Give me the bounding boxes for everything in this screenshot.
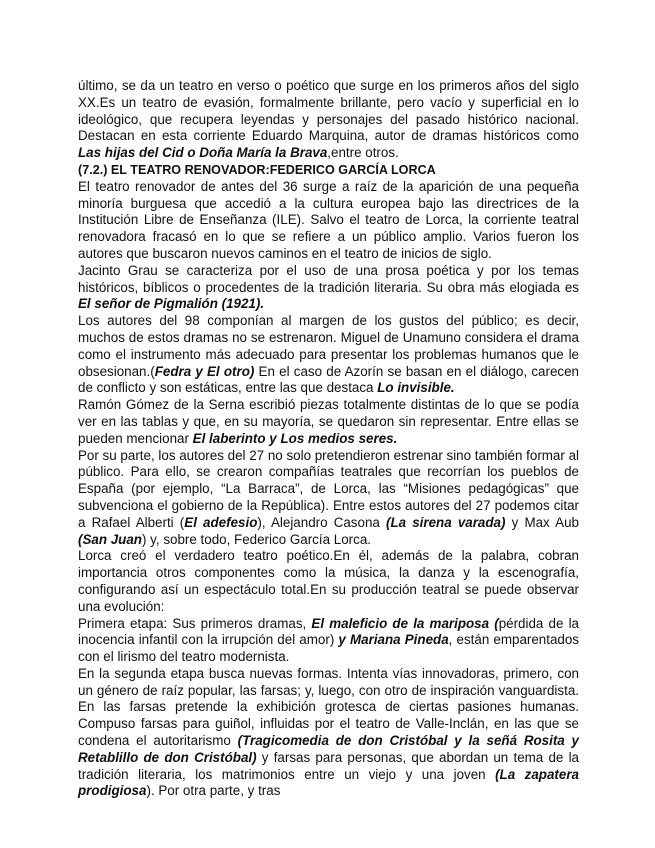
text-span: En la segunda etapa busca nuevas formas. Intenta vías innovadoras, primero, con un género de raíz popular, las farsas; y, luego, con otro de inspiración vanguardista. En las farsas pretende la exhibición grotesca de ciertas pasiones humanas. Compuso farsas para guiñol, influidas por el teatro de Valle-Inclán, en las que se condena el autoritarismo [78, 665, 579, 749]
text-span: El teatro renovador de antes del 36 surge a raíz de la aparición de una pequeña minoría burguesa que accedió a la cultura europea bajo las directrices de la Institución Libre de Enseñanza (ILE). Salvo el teatro de Lorca, la corriente teatral renovadora fracasó en lo que se refiere a un público amplio. Varios fueron los autores que buscaron nuevos caminos en el teatro de inicios de siglo. [78, 178, 579, 261]
section-heading-text: (7.2.) EL TEATRO RENOVADOR:FEDERICO GARCÍA LORCA [78, 162, 436, 177]
text-span: Ramón Gómez de la Serna escribió piezas totalmente distintas de lo que se podía ver en las tablas y que, en su mayoría, se quedaron sin representar. Entre ellas se pueden mencionar [78, 397, 579, 446]
paragraph-intro [78, 78, 579, 162]
text-span: Primera etapa: Sus primeros dramas, [78, 615, 312, 631]
paragraph-lorca [78, 548, 579, 615]
text-span: ). Por otra parte, y tras [146, 783, 281, 799]
paragraph-27 [78, 448, 579, 549]
work-title: (La sirena varada) [386, 514, 506, 530]
text-span: Por su parte, los autores del 27 no solo pretendieron estrenar sino también formar al público. Para ello, se crearon compañías teatrales que recorrían los pueblos de España (por ejemplo, “La Barraca”, de Lorca, las “Misiones pedagógicas” que subvenciona el gobierno de la República). Entre estos autores del 27 podemos citar a Rafael Alberti ( [78, 447, 579, 530]
text-span: En el caso de Azorín se basan en el diálogo, carecen de conflicto y son estáticas, entre las que destaca [78, 363, 580, 396]
paragraph-gomez [78, 397, 579, 447]
work-title: Lo invisible. [377, 380, 455, 396]
work-title: El maleficio de la mariposa ( [311, 615, 499, 631]
paragraph-segunda-etapa [78, 666, 579, 800]
work-title: Fedra y El otro) [154, 363, 255, 379]
text-span: último, se da un teatro en verso o poético que surge en los primeros años del siglo XX.Es un teatro de evasión, formalmente brillante, pero vacío y superficial en lo ideológico, que recupera leyendas y personajes del pasado histórico nacional. Destacan en esta corriente Eduardo Marquina, autor de dramas históricos como [78, 78, 579, 144]
work-title: Las hijas del Cid o Doña María la Brava [78, 145, 328, 161]
text-span: ) y, sobre todo, Federico García Lorca. [142, 531, 371, 547]
work-title: (San Juan [78, 531, 142, 547]
work-title: El adefesio [184, 514, 258, 530]
work-title: El laberinto y Los medios seres. [192, 430, 398, 446]
work-title: (La zapatera prodigiosa [78, 766, 579, 799]
text-span: ), Alejandro Casona [257, 514, 386, 530]
work-title: y Mariana Pineda [338, 632, 449, 648]
paragraph-renovador [78, 179, 579, 263]
text-span: y Max Aub [505, 514, 579, 530]
text-span: ,entre otros. [327, 145, 399, 161]
work-title: El señor de Pigmalión (1921). [78, 296, 265, 312]
text-span: Lorca creó el verdadero teatro poético.En él, además de la palabra, cobran importancia otros componentes como la música, la danza y la escenografía, configurando así un espectáculo total.En su producción teatral se puede observar una evolución: [78, 548, 579, 614]
text-span: Jacinto Grau se caracteriza por el uso de una prosa poética y por los temas históricos, bíblicos o procedentes de la tradición literaria. Su obra más elogiada es [78, 262, 579, 295]
paragraph-98 [78, 313, 579, 397]
paragraph-primera-etapa [78, 616, 579, 666]
text-span: y farsas para personas, que abordan un tema de la tradición literaria, los matrimonios entre un viejo y una joven [78, 749, 579, 782]
paragraph-grau [78, 263, 579, 313]
work-title: (Tragicomedia de don Cristóbal y la señá Rosita y Retablillo de don Cristóbal) [78, 733, 579, 765]
document-page [78, 78, 579, 800]
section-heading [78, 162, 579, 179]
text-span: Los autores del 98 componían al margen de los gustos del público; es decir, muchos de estos dramas no se estrenaron. Miguel de Unamuno considera el drama como el instrumento más adecuado para presentar los problemas humanos que le obsesionan.( [78, 313, 579, 379]
text-span: pérdida de la inocencia infantil con la irrupción del amor) [78, 615, 580, 648]
text-span: , están emparentados con el lirismo del teatro modernista. [78, 632, 580, 665]
